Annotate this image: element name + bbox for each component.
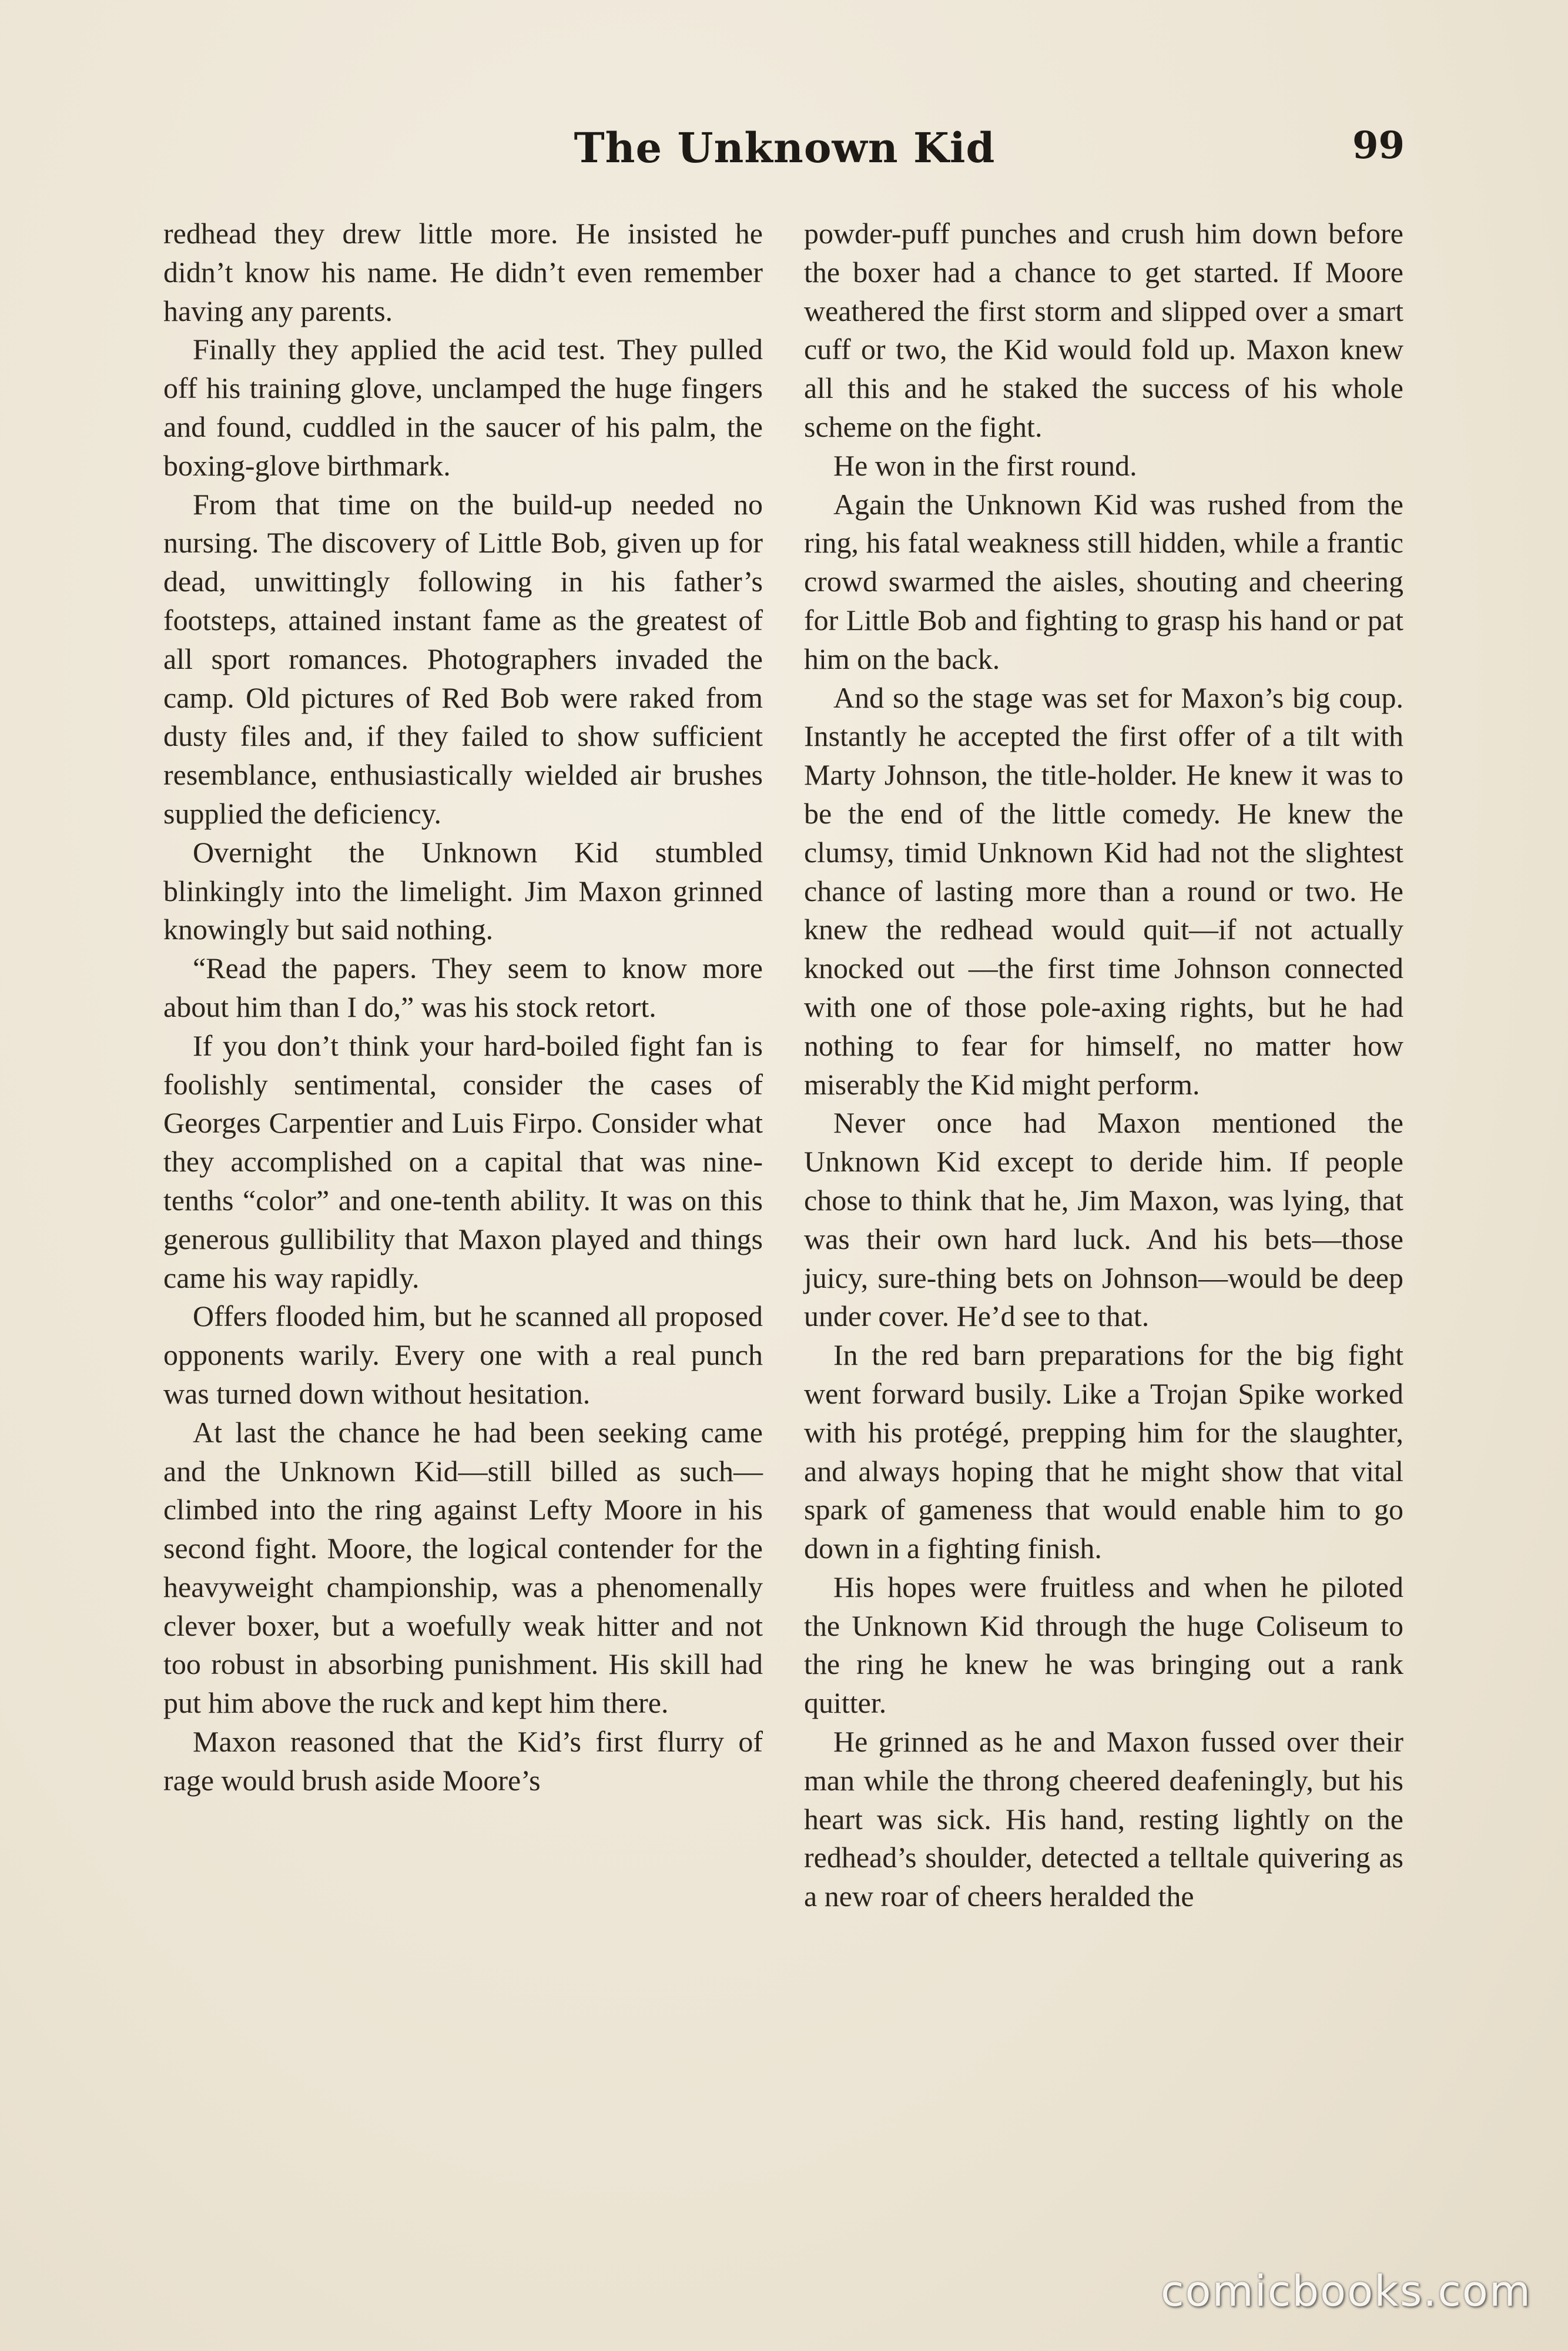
paragraph: From that time on the build-up needed no nursing. The discovery of Little Bob, given up for dead, unwittingly following in his father’s footsteps, attained instant fame as the greatest of all sport romances. Photographers invaded the camp. Old pictures of Red Bob were raked from dusty files and, if they failed to show sufficient resemblance, enthusiastically wielded air brushes supplied the deficiency. — [163, 487, 763, 830]
paragraph: Again the Unknown Kid was rushed from the ring, his fatal weakness still hidden, while a frantic crowd swarmed the aisles, shouting and cheering for Little Bob and fighting to grasp his hand or pat him on the back. — [804, 487, 1403, 675]
paragraph: Maxon reasoned that the Kid’s first flurry of rage would brush aside Moore’s — [163, 1725, 763, 1797]
page-number: 99 — [1352, 123, 1405, 168]
paragraph: redhead they drew little more. He insisted he didn’t know his name. He didn’t even remember having any parents. — [163, 217, 763, 327]
paragraph: Offers flooded him, but he scanned all proposed opponents warily. Every one with a real punch was turned down without hesitation. — [163, 1300, 763, 1410]
paragraph: And so the stage was set for Maxon’s big coup. Instantly he accepted the first offer of a tilt with Marty Johnson, the title-holder. He knew it was to be the end of the little comedy. He knew the clumsy, timid Unknown Kid had not the slightest chance of lasting more than a round or two. He knew the redhead would quit—if not actually knocked out —the first time Johnson connected with one of those pole-axing rights, but he had nothing to fear for himself, no matter how miserably the Kid might perform. — [804, 681, 1403, 1101]
paragraph: Never once had Maxon mentioned the Unknown Kid except to deride him. If people chose to think that he, Jim Maxon, was lying, that was their own hard luck. And his bets—those juicy, sure-thing bets on Johnson—would be deep under cover. He’d see to that. — [804, 1106, 1403, 1333]
paragraph: At last the chance he had been seeking came and the Unknown Kid—still billed as such—climbed into the ring against Lefty Moore in his second fight. Moore, the logical contender for the heavyweight championship, was a phenomenally clever boxer, but a woefully weak hitter and not too robust in absorbing punishment. His skill had put him above the ruck and kept him there. — [163, 1415, 763, 1720]
paragraph: If you don’t think your hard-boiled fight fan is foolishly sentimental, consider the cases of Georges Carpentier and Luis Firpo. Consider what they accomplished on a capital that was nine-tenths “color” and one-tenth ability. It was on this generous gullibility that Maxon played and things came his way rapidly. — [163, 1029, 763, 1294]
paragraph: “Read the papers. They seem to know more about him than I do,” was his stock retort. — [163, 952, 763, 1023]
paragraph: He won in the first round. — [833, 448, 1137, 482]
paragraph: His hopes were fruitless and when he piloted the Unknown Kid through the huge Coliseum to the ring he knew he was bringing out a rank quitter. — [804, 1570, 1403, 1720]
right-column — [804, 215, 1403, 1916]
paragraph: In the red barn preparations for the big fight went forward busily. Like a Trojan Spike worked with his protégé, prepping him for the slaughter, and always hoping that he might show that vital spark of gameness that would enable him to go down in a fighting finish. — [804, 1338, 1403, 1565]
running-title: The Unknown Kid — [574, 123, 996, 172]
left-column — [163, 215, 763, 1800]
paragraph: Overnight the Unknown Kid stumbled blinkingly into the limelight. Jim Maxon grinned knowingly but said nothing. — [163, 835, 763, 946]
paragraph: Finally they applied the acid test. They pulled off his training glove, unclamped the huge fingers and found, cuddled in the saucer of his palm, the boxing-glove birthmark. — [163, 333, 763, 482]
site-watermark: comicbooks.com — [1160, 2266, 1532, 2316]
page-header — [165, 123, 1405, 176]
paragraph: powder-puff punches and crush him down before the boxer had a chance to get started. If Moore weathered the first storm and slipped over a smart cuff or two, the Kid would fold up. Maxon knew all this and he staked the success of his whole scheme on the fight. — [804, 217, 1403, 443]
paragraph: He grinned as he and Maxon fussed over their man while the throng cheered deafeningly, but his heart was sick. His hand, resting lightly on the redhead’s shoulder, detected a telltale quivering as a new roar of cheers heralded the — [804, 1725, 1403, 1913]
